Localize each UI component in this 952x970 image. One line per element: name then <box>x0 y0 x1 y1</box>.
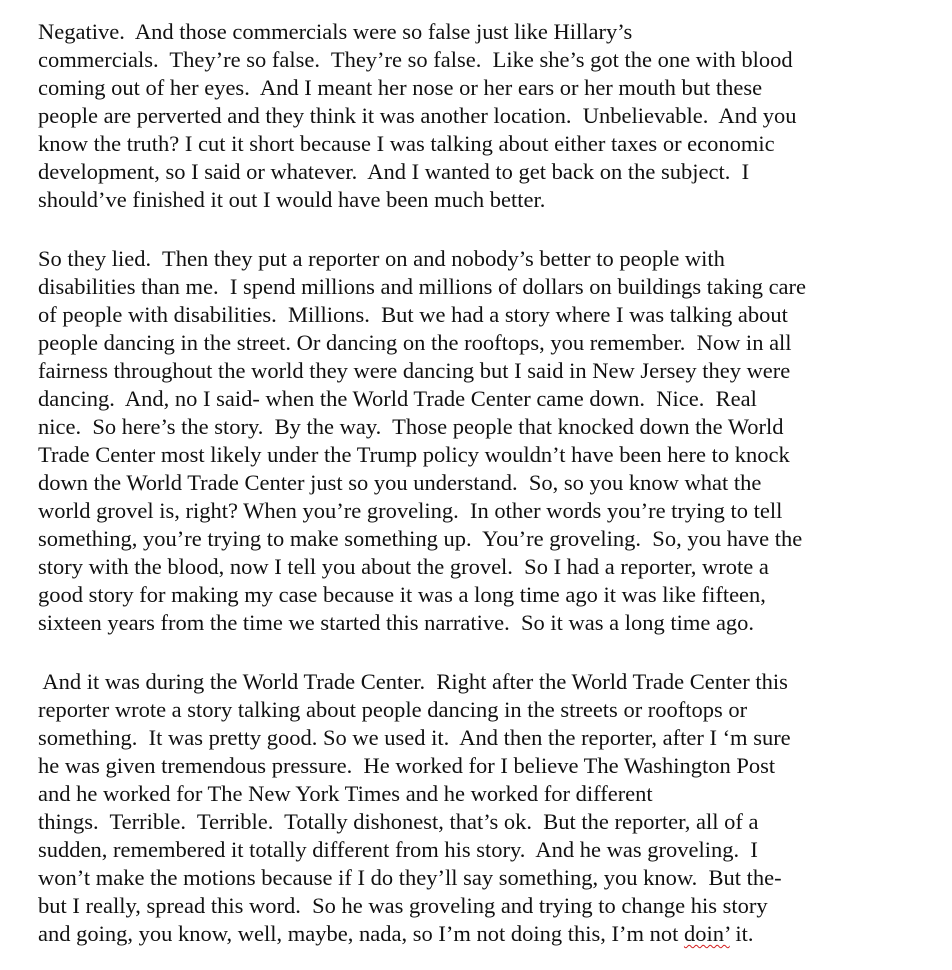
paragraph-1-line-4: people are perverted and they think it was another location. Unbelievable. And you <box>38 103 797 128</box>
paragraph-3-line-2: reporter wrote a story talking about people dancing in the streets or rooftops or <box>38 697 748 722</box>
paragraph-2-line-12: story with the blood, now I tell you about the grovel. So I had a reporter, wrote a <box>38 554 769 579</box>
paragraph-2-line-4: people dancing in the street. Or dancing on the rooftops, you remember. Now in all <box>38 330 792 355</box>
paragraph-3-line-9: but I really, spread this word. So he was groveling and trying to change his story <box>38 893 768 918</box>
paragraph-2-line-7: nice. So here’s the story. By the way. Those people that knocked down the World <box>38 414 784 439</box>
paragraph-2-line-14: sixteen years from the time we started this narrative. So it was a long time ago. <box>38 610 755 635</box>
paragraph-2-line-1: So they lied. Then they put a reporter on and nobody’s better to people with <box>38 246 725 271</box>
paragraph-2-line-10: world grovel is, right? When you’re groveling. In other words you’re trying to tell <box>38 498 783 523</box>
spellcheck-flagged-word[interactable]: doin’ <box>683 921 730 946</box>
paragraph-1-line-6: development, so I said or whatever. And I wanted to get back on the subject. I <box>38 159 750 184</box>
paragraph-2-line-9: down the World Trade Center just so you understand. So, so you know what the <box>38 470 762 495</box>
paragraph-1-line-2: commercials. They’re so false. They’re so false. Like she’s got the one with blood <box>38 47 793 72</box>
paragraph-3-line-10-text-before: and going, you know, well, maybe, nada, so I’m not doing this, I’m not <box>38 921 684 946</box>
paragraph-3-line-10-text-after: it. <box>729 921 754 946</box>
paragraph-1-line-1: Negative. And those commercials were so false just like Hillary’s <box>38 19 633 44</box>
paragraph-3-line-3: something. It was pretty good. So we used it. And then the reporter, after I ‘m sure <box>38 725 791 750</box>
paragraph-2-line-13: good story for making my case because it was a long time ago it was like fifteen, <box>38 582 766 607</box>
paragraph-3-line-8: won’t make the motions because if I do they’ll say something, you know. But the- <box>38 865 782 890</box>
paragraph-1-line-5: know the truth? I cut it short because I was talking about either taxes or economic <box>38 131 775 156</box>
paragraph-1-line-3: coming out of her eyes. And I meant her nose or her ears or her mouth but these <box>38 75 763 100</box>
paragraph-2-line-2: disabilities than me. I spend millions and millions of dollars on buildings taking care <box>38 274 807 299</box>
paragraph-3-line-5: and he worked for The New York Times and he worked for different <box>38 781 653 806</box>
paragraph-3-line-4: he was given tremendous pressure. He worked for I believe The Washington Post <box>38 753 776 778</box>
paragraph-2-line-3: of people with disabilities. Millions. But we had a story where I was talking about <box>38 302 788 327</box>
paragraph-3-line-6: things. Terrible. Terrible. Totally dishonest, that’s ok. But the reporter, all of a <box>38 809 759 834</box>
paragraph-3-line-7: sudden, remembered it totally different from his story. And he was groveling. I <box>38 837 758 862</box>
paragraph-2-line-8: Trade Center most likely under the Trump policy wouldn’t have been here to knock <box>38 442 790 467</box>
paragraph-3-line-1: And it was during the World Trade Center. Right after the World Trade Center this <box>38 669 788 694</box>
paragraph-2-line-6: dancing. And, no I said- when the World Trade Center came down. Nice. Real <box>38 386 757 411</box>
paragraph-2-line-11: something, you’re trying to make something up. You’re groveling. So, you have the <box>38 526 803 551</box>
paragraph-3-line-10 <box>38 920 754 948</box>
paragraph-1-line-7: should’ve finished it out I would have been much better. <box>38 187 546 212</box>
paragraph-2-line-5: fairness throughout the world they were dancing but I said in New Jersey they were <box>38 358 791 383</box>
